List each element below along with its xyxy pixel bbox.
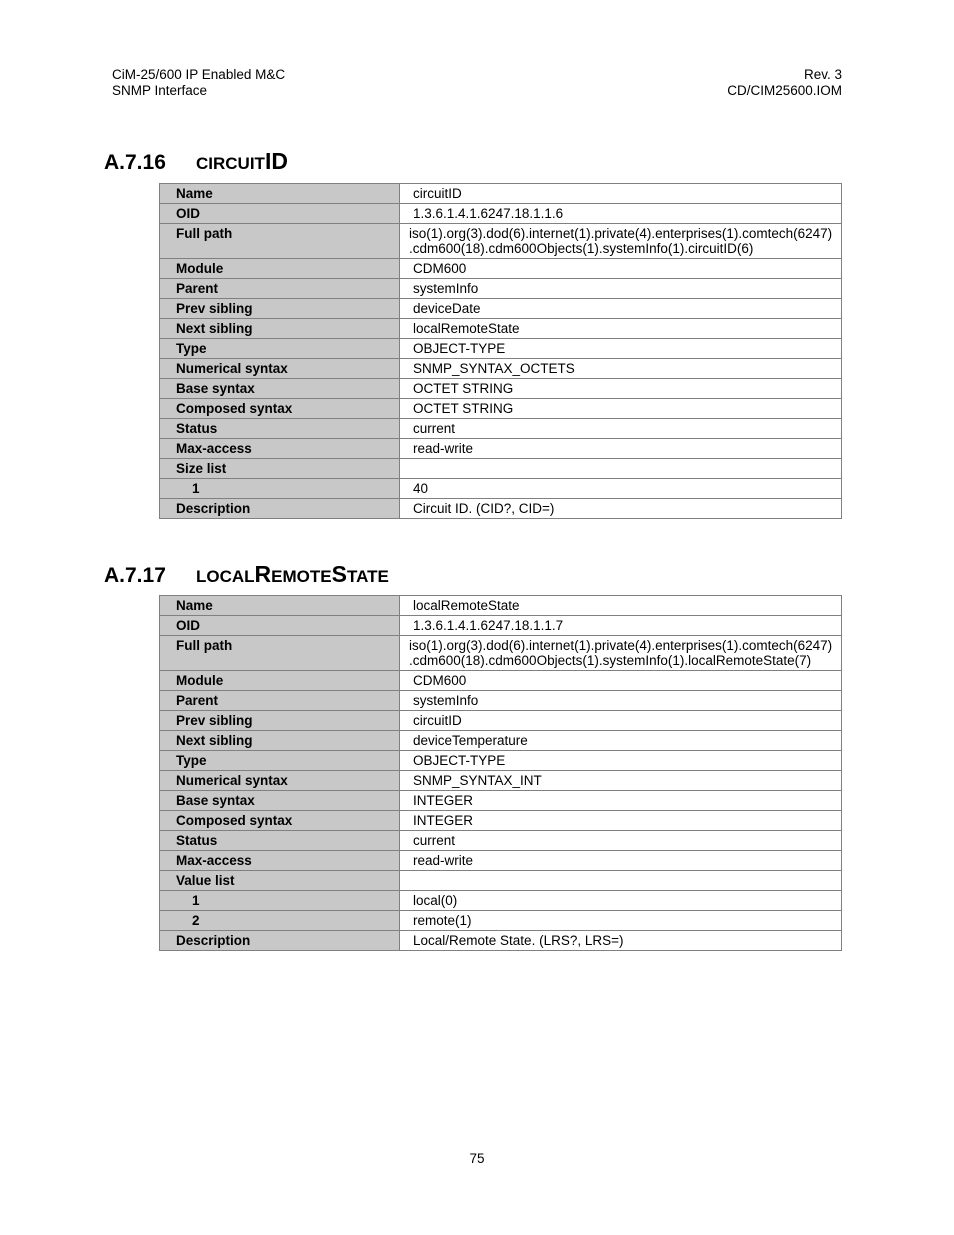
field-value: deviceDate (400, 299, 842, 319)
field-label: Base syntax (160, 379, 400, 399)
table-row (160, 851, 842, 871)
field-value: remote(1) (400, 911, 842, 931)
field-label: Prev sibling (160, 299, 400, 319)
table-row (160, 299, 842, 319)
field-label: Prev sibling (160, 711, 400, 731)
table-row (160, 379, 842, 399)
field-label: Next sibling (160, 319, 400, 339)
section-number: A.7.16 (104, 151, 166, 174)
table-row (160, 596, 842, 616)
table-row (160, 459, 842, 479)
field-label: 1 (160, 479, 400, 499)
mib-object-table-localremotestate (159, 595, 842, 951)
table-row (160, 751, 842, 771)
field-label: Numerical syntax (160, 771, 400, 791)
field-label: Parent (160, 691, 400, 711)
field-label: Size list (160, 459, 400, 479)
field-value: SNMP_SYNTAX_OCTETS (400, 359, 842, 379)
field-label: Composed syntax (160, 811, 400, 831)
table-row (160, 671, 842, 691)
field-value: systemInfo (400, 279, 842, 299)
table-row (160, 791, 842, 811)
field-label: Description (160, 931, 400, 951)
field-label: 1 (160, 891, 400, 911)
table-row (160, 811, 842, 831)
field-label: Parent (160, 279, 400, 299)
header-doc-id: CD/CIM25600.IOM (727, 83, 842, 98)
field-label: Type (160, 339, 400, 359)
field-value: CDM600 (400, 259, 842, 279)
field-label: Base syntax (160, 791, 400, 811)
table-row (160, 319, 842, 339)
field-label: OID (160, 616, 400, 636)
section-heading-localremotestate (104, 561, 389, 589)
field-label: Max-access (160, 439, 400, 459)
field-label: OID (160, 204, 400, 224)
field-value (400, 636, 842, 671)
field-label: Status (160, 831, 400, 851)
field-label: Module (160, 671, 400, 691)
table-row (160, 499, 842, 519)
field-label: Module (160, 259, 400, 279)
field-value: OCTET STRING (400, 379, 842, 399)
field-value (400, 871, 842, 891)
table-row (160, 771, 842, 791)
table-row (160, 636, 842, 671)
field-value: read-write (400, 439, 842, 459)
field-value: 1.3.6.1.4.1.6247.18.1.1.6 (400, 204, 842, 224)
field-value: systemInfo (400, 691, 842, 711)
field-value: read-write (400, 851, 842, 871)
mib-object-table-circuitid (159, 183, 842, 519)
section-title (196, 148, 288, 174)
table-row (160, 911, 842, 931)
table-row (160, 339, 842, 359)
header-subtitle: SNMP Interface (112, 83, 208, 98)
field-value: SNMP_SYNTAX_INT (400, 771, 842, 791)
table-row (160, 279, 842, 299)
field-value: 40 (400, 479, 842, 499)
table-row (160, 731, 842, 751)
field-value: CDM600 (400, 671, 842, 691)
page-number: 75 (469, 1151, 485, 1166)
field-label: Max-access (160, 851, 400, 871)
field-value: OBJECT-TYPE (400, 751, 842, 771)
title-part: EMOTE (271, 567, 332, 586)
field-value: deviceTemperature (400, 731, 842, 751)
field-label: Composed syntax (160, 399, 400, 419)
table-row (160, 871, 842, 891)
table-row (160, 439, 842, 459)
title-part: R (254, 561, 272, 587)
header-product: CiM-25/600 IP Enabled M&C (112, 67, 286, 82)
field-label: Description (160, 499, 400, 519)
field-value: local(0) (400, 891, 842, 911)
table-row (160, 399, 842, 419)
field-value (400, 459, 842, 479)
field-value: INTEGER (400, 811, 842, 831)
table-row (160, 691, 842, 711)
table-row (160, 711, 842, 731)
field-value: Circuit ID. (CID?, CID=) (400, 499, 842, 519)
table-row (160, 479, 842, 499)
field-label: Name (160, 184, 400, 204)
section-number: A.7.17 (104, 564, 166, 587)
field-label: Value list (160, 871, 400, 891)
full-path-line: .cdm600(18).cdm600Objects(1).systemInfo(1).circuitID(6) (409, 241, 754, 256)
title-part: S (331, 561, 347, 587)
table-row (160, 184, 842, 204)
title-part: TATE (346, 567, 389, 586)
field-label: Status (160, 419, 400, 439)
field-label: Numerical syntax (160, 359, 400, 379)
section-heading-circuitid (104, 148, 288, 176)
field-value: INTEGER (400, 791, 842, 811)
field-value: circuitID (400, 184, 842, 204)
field-label: Name (160, 596, 400, 616)
field-value: Local/Remote State. (LRS?, LRS=) (400, 931, 842, 951)
header-left (112, 67, 285, 99)
field-value: localRemoteState (400, 596, 842, 616)
field-value: localRemoteState (400, 319, 842, 339)
full-path-line: .cdm600(18).cdm600Objects(1).systemInfo(1).localRemoteState(7) (409, 653, 812, 668)
field-value: OCTET STRING (400, 399, 842, 419)
field-value: circuitID (400, 711, 842, 731)
title-part: ID (264, 148, 288, 174)
table-row (160, 891, 842, 911)
table-row (160, 616, 842, 636)
field-value (400, 224, 842, 259)
table-row (160, 931, 842, 951)
field-label: Next sibling (160, 731, 400, 751)
field-value: current (400, 831, 842, 851)
field-value: current (400, 419, 842, 439)
title-part: CIRCUIT (196, 154, 265, 173)
table-row (160, 224, 842, 259)
title-part: LOCAL (196, 567, 255, 586)
field-label: Full path (160, 224, 400, 259)
full-path-line: iso(1).org(3).dod(6).internet(1).private(4).enterprises(1).comtech(6247) (409, 226, 833, 241)
table-row (160, 359, 842, 379)
table-row (160, 204, 842, 224)
field-value: OBJECT-TYPE (400, 339, 842, 359)
table-row (160, 831, 842, 851)
field-label: Full path (160, 636, 400, 671)
full-path-line: iso(1).org(3).dod(6).internet(1).private(4).enterprises(1).comtech(6247) (409, 638, 833, 653)
section-title (196, 561, 389, 587)
field-label: Type (160, 751, 400, 771)
field-label: 2 (160, 911, 400, 931)
header-revision: Rev. 3 (803, 67, 842, 82)
table-row (160, 259, 842, 279)
header-right (727, 67, 842, 99)
field-value: 1.3.6.1.4.1.6247.18.1.1.7 (400, 616, 842, 636)
table-row (160, 419, 842, 439)
